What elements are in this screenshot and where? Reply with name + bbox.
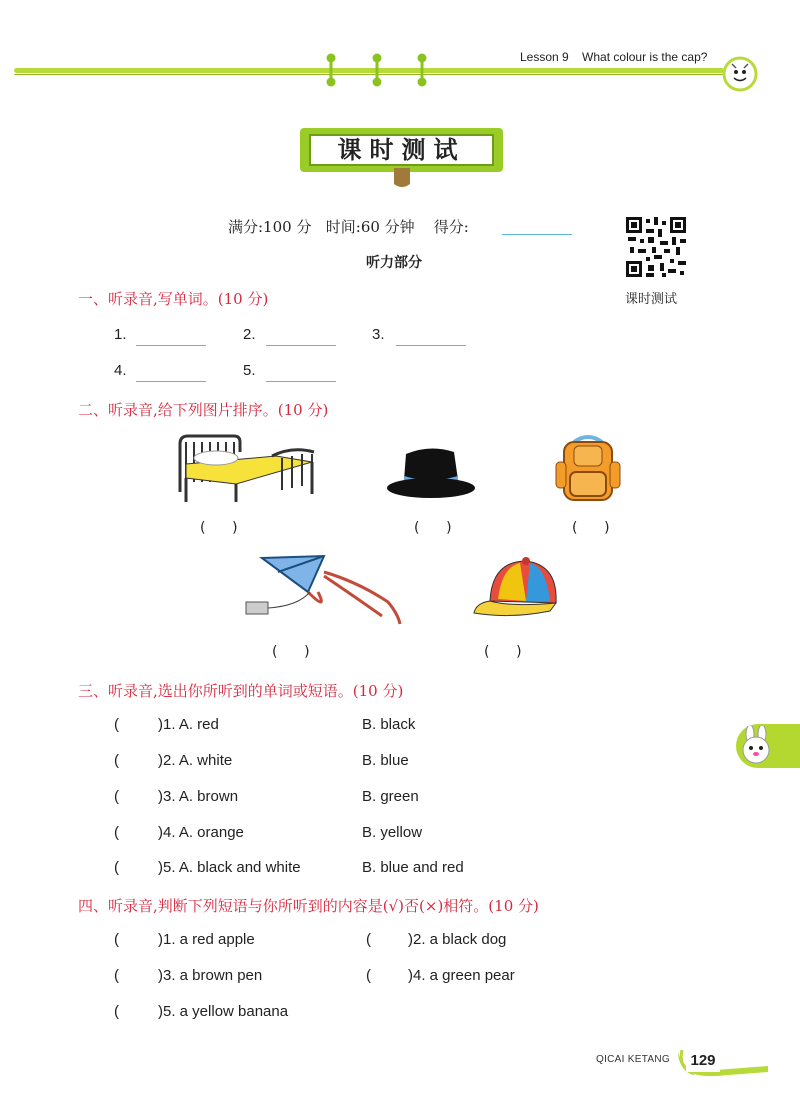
s1-blank-2[interactable] [266, 344, 336, 346]
s4-item-4: )4. a green pear [408, 967, 515, 984]
score-label: 得分: [433, 218, 469, 236]
kite-icon [238, 552, 406, 628]
s1-blank-1[interactable] [136, 344, 206, 346]
s1-blank-4[interactable] [136, 380, 206, 382]
s4-open-paren-2[interactable]: ( [366, 931, 371, 948]
s3-option-b-4: B. yellow [362, 824, 423, 841]
lesson-title: What colour is the cap? [582, 50, 708, 64]
s2-answer-1[interactable]: ( ) [200, 520, 238, 536]
s3-option-a-5: )5. A. black and white [158, 859, 301, 876]
s4-open-paren-1[interactable]: ( [114, 931, 119, 948]
s4-open-paren-4[interactable]: ( [366, 967, 371, 984]
s2-answer-4[interactable]: ( ) [272, 644, 310, 660]
binder-pins [322, 52, 432, 88]
s1-label-3: 3. [372, 326, 385, 343]
section-2-title: 二、听录音,给下列图片排序。(10 分) [78, 401, 329, 419]
s3-open-paren-3[interactable]: ( [114, 788, 119, 805]
backpack-icon [554, 432, 622, 504]
s1-label-2: 2. [243, 326, 256, 343]
full-score: 满分:100 分 [228, 218, 312, 236]
s3-open-paren-2[interactable]: ( [114, 752, 119, 769]
s1-blank-3[interactable] [396, 344, 466, 346]
qr-code-icon[interactable] [626, 217, 686, 277]
s1-label-1: 1. [114, 326, 127, 343]
s3-open-paren-5[interactable]: ( [114, 859, 119, 876]
s3-open-paren-4[interactable]: ( [114, 824, 119, 841]
s4-item-5: )5. a yellow banana [158, 1003, 289, 1020]
section-3-title: 三、听录音,选出你所听到的单词或短语。(10 分) [78, 682, 404, 700]
section-4-title: 四、听录音,判断下列短语与你所听到的内容是(√)否(×)相符。(10 分) [78, 897, 539, 915]
s2-answer-5[interactable]: ( ) [484, 644, 522, 660]
title-tab-icon [390, 168, 414, 190]
score-blank[interactable] [502, 234, 572, 235]
time-limit: 时间:60 分钟 [325, 218, 415, 236]
s3-option-a-4: )4. A. orange [158, 824, 244, 841]
s1-label-5: 5. [243, 362, 256, 379]
s1-blank-5[interactable] [266, 380, 336, 382]
bed-icon [176, 432, 318, 504]
listening-subhead: 听力部分 [366, 255, 422, 271]
s4-item-2: )2. a black dog [408, 931, 507, 948]
s3-option-a-2: )2. A. white [158, 752, 233, 769]
s3-option-a-1: )1. A. red [158, 716, 219, 733]
hat-icon [386, 444, 476, 502]
lesson-number: Lesson 9 [520, 50, 569, 64]
s3-option-a-3: )3. A. brown [158, 788, 239, 805]
section-1-title: 一、听录音,写单词。(10 分) [78, 290, 269, 308]
lesson-header [520, 50, 707, 64]
s4-open-paren-3[interactable]: ( [114, 967, 119, 984]
s4-item-1: )1. a red apple [158, 931, 255, 948]
s3-open-paren-1[interactable]: ( [114, 716, 119, 733]
s3-option-b-2: B. blue [362, 752, 409, 769]
s3-option-b-1: B. black [362, 716, 416, 733]
cap-icon [470, 555, 562, 625]
page-number: 129 [686, 1050, 720, 1072]
s4-open-paren-5[interactable]: ( [114, 1003, 119, 1020]
s1-label-4: 4. [114, 362, 127, 379]
footer-brand: QICAI KETANG [596, 1054, 670, 1065]
s3-option-b-3: B. green [362, 788, 419, 805]
qr-label: 课时测试 [625, 292, 678, 307]
s2-answer-2[interactable]: ( ) [414, 520, 452, 536]
bunny-icon [736, 726, 776, 766]
page-title: 课时测试 [309, 134, 494, 166]
mascot-badge-icon [722, 56, 758, 92]
exam-meta [228, 216, 469, 237]
s2-answer-3[interactable]: ( ) [572, 520, 610, 536]
s4-item-3: )3. a brown pen [158, 967, 263, 984]
s3-option-b-5: B. blue and red [362, 859, 464, 876]
